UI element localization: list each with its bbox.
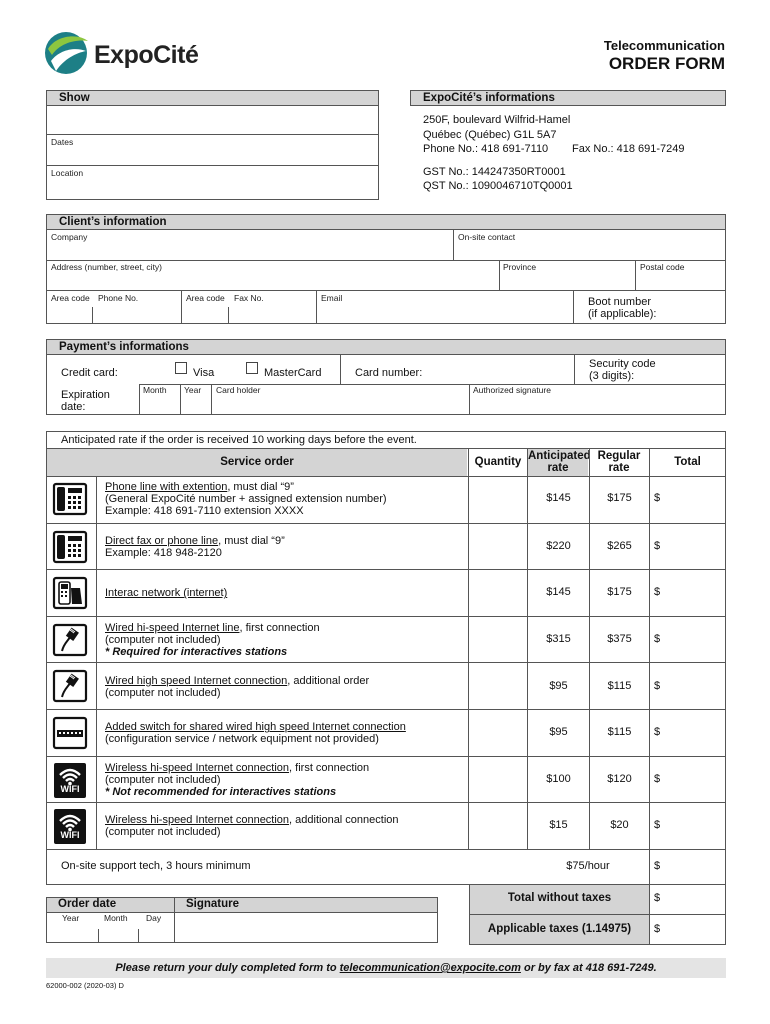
service-row bbox=[46, 709, 726, 756]
expocite-info-header: ExpoCité’s informations bbox=[410, 90, 726, 106]
area-code-label-fax: Area code bbox=[186, 293, 225, 303]
row-total[interactable]: $ bbox=[654, 539, 661, 552]
regular-rate: $375 bbox=[607, 633, 632, 646]
qst-number: QST No.: 1090046710TQ0001 bbox=[423, 180, 573, 192]
return-suffix: or by fax at 418 691-7249. bbox=[520, 962, 657, 974]
service-detail: (computer not included) bbox=[105, 634, 221, 647]
service-link[interactable]: Wireless hi-speed Internet connection bbox=[105, 814, 290, 827]
logo-mark-icon bbox=[42, 29, 92, 77]
anticipated-rate: $145 bbox=[546, 586, 571, 599]
service-description bbox=[105, 535, 285, 559]
service-title bbox=[105, 481, 387, 493]
security-code-label-1: Security code bbox=[589, 358, 656, 370]
service-link[interactable]: Interac network (internet) bbox=[105, 587, 228, 600]
expiration-label-1: Expiration bbox=[61, 389, 110, 401]
service-description bbox=[105, 622, 320, 658]
service-example: Example: 418 691-7110 extension XXXX bbox=[105, 505, 304, 518]
fax-label: Fax No. bbox=[234, 293, 264, 303]
service-description bbox=[105, 721, 406, 745]
card-holder-label: Card holder bbox=[216, 385, 261, 395]
row-total[interactable]: $ bbox=[654, 819, 661, 832]
card-number-label: Card number: bbox=[355, 367, 423, 379]
email-label: Email bbox=[321, 293, 343, 303]
payment-terminal-icon bbox=[50, 574, 90, 612]
service-title bbox=[105, 762, 369, 774]
order-month-label: Month bbox=[104, 913, 128, 923]
address-line2: Québec (Québec) G1L 5A7 bbox=[423, 129, 557, 141]
anticipated-rate: $220 bbox=[546, 539, 571, 552]
address-line1: 250F, boulevard Wilfrid-Hamel bbox=[423, 114, 571, 126]
province-label: Province bbox=[503, 262, 537, 272]
order-date-header: Order date bbox=[58, 898, 117, 910]
service-row bbox=[46, 569, 726, 616]
anticipated-header-2: rate bbox=[547, 462, 569, 474]
taxes-label: Applicable taxes (1.14975) bbox=[487, 923, 632, 935]
ethernet-cable-icon bbox=[50, 621, 90, 659]
mastercard-checkbox[interactable] bbox=[246, 362, 258, 374]
service-description bbox=[105, 675, 369, 699]
regular-rate: $20 bbox=[610, 819, 629, 832]
service-detail: (General ExpoCité number + assigned extension number) bbox=[105, 493, 387, 506]
show-section-header: Show bbox=[46, 90, 379, 106]
service-row bbox=[46, 662, 726, 709]
postal-code-label: Postal code bbox=[640, 262, 685, 272]
ethernet-cable-icon bbox=[50, 667, 90, 705]
expiration-month-label: Month bbox=[143, 385, 167, 395]
payment-info-header: Payment’s informations bbox=[46, 339, 726, 355]
quantity-header: Quantity bbox=[474, 456, 522, 468]
service-title-rest: , must dial “9” bbox=[218, 534, 285, 547]
service-detail: (computer not included) bbox=[105, 773, 221, 786]
anticipated-rate: $95 bbox=[549, 726, 568, 739]
service-title bbox=[105, 814, 399, 826]
quantity-cell[interactable] bbox=[469, 476, 527, 523]
address-label: Address (number, street, city) bbox=[51, 262, 163, 272]
taxes-value[interactable]: $ bbox=[654, 923, 661, 935]
service-detail: Example: 418 948-2120 bbox=[105, 546, 222, 559]
signature-header: Signature bbox=[186, 898, 240, 910]
service-title-rest: , first connection bbox=[239, 622, 320, 635]
service-link[interactable]: Added switch for shared wired high speed Internet connection bbox=[105, 721, 406, 734]
security-code-label-2: (3 digits): bbox=[589, 370, 635, 382]
service-row bbox=[46, 523, 726, 570]
phone-label: Phone No. bbox=[98, 293, 139, 303]
regular-rate: $115 bbox=[607, 679, 632, 692]
service-detail: (configuration service / network equipment not provided) bbox=[105, 733, 379, 746]
regular-rate: $115 bbox=[607, 726, 632, 739]
quantity-cell[interactable] bbox=[469, 757, 527, 804]
service-detail: (computer not included) bbox=[105, 826, 221, 839]
brand-name: ExpoCité bbox=[94, 41, 199, 69]
service-title bbox=[105, 622, 320, 634]
expiration-year-label: Year bbox=[184, 385, 202, 395]
regular-header-2: rate bbox=[608, 462, 630, 474]
client-info-header: Client’s information bbox=[46, 214, 726, 230]
anticipated-rate-note: Anticipated rate if the order is received 10 working days before the event. bbox=[61, 434, 417, 446]
telephone-icon bbox=[50, 480, 90, 518]
row-total[interactable]: $ bbox=[654, 633, 661, 646]
service-row bbox=[46, 802, 726, 849]
service-row bbox=[46, 616, 726, 663]
wifi-icon bbox=[50, 761, 90, 799]
authorized-signature-label: Authorized signature bbox=[473, 385, 551, 395]
onsite-tech-label: On-site support tech, 3 hours minimum bbox=[61, 860, 251, 872]
quantity-cell[interactable] bbox=[469, 663, 527, 710]
credit-card-label: Credit card: bbox=[61, 367, 118, 379]
service-link[interactable]: Direct fax or phone line bbox=[105, 534, 219, 547]
service-order-header: Service order bbox=[220, 456, 294, 468]
department-label: Telecommunication bbox=[603, 38, 725, 53]
expiration-label-2: date: bbox=[61, 401, 86, 413]
service-detail: (computer not included) bbox=[105, 686, 221, 699]
visa-label: Visa bbox=[193, 367, 215, 379]
service-note: * Required for interactives stations bbox=[105, 646, 288, 659]
return-email-link[interactable]: telecommunication@expocite.com bbox=[339, 962, 521, 974]
wifi-badge: WIFI bbox=[60, 783, 80, 794]
form-code: 62000-002 (2020-03) D bbox=[46, 981, 124, 990]
quantity-cell[interactable] bbox=[469, 524, 527, 571]
row-total[interactable]: $ bbox=[654, 679, 661, 692]
wifi-icon bbox=[50, 807, 90, 845]
service-description bbox=[105, 481, 387, 517]
service-link[interactable]: Phone line with extention bbox=[105, 481, 228, 494]
expocite-logo bbox=[42, 29, 222, 77]
row-total[interactable]: $ bbox=[654, 586, 661, 599]
service-title bbox=[105, 535, 285, 547]
return-instructions bbox=[46, 962, 726, 974]
row-total[interactable]: $ bbox=[654, 726, 661, 739]
service-description bbox=[105, 587, 227, 599]
anticipated-rate: $95 bbox=[549, 679, 568, 692]
booth-label-1: Boot number bbox=[588, 296, 651, 308]
fax-number: Fax No.: 418 691-7249 bbox=[572, 143, 685, 155]
gst-number: GST No.: 144247350RT0001 bbox=[423, 166, 566, 178]
service-link[interactable]: Wireless hi-speed Internet connection bbox=[105, 761, 290, 774]
service-row bbox=[46, 476, 726, 523]
order-year-label: Year bbox=[62, 913, 80, 923]
quantity-cell[interactable] bbox=[469, 803, 527, 850]
service-title bbox=[105, 587, 227, 599]
service-link[interactable]: Wired hi-speed Internet line bbox=[105, 622, 240, 635]
anticipated-header-1: Anticipated bbox=[528, 450, 591, 462]
regular-header-1: Regular bbox=[597, 450, 641, 462]
service-title-rest: , additional order bbox=[287, 674, 370, 687]
dates-label: Dates bbox=[51, 137, 74, 147]
show-field-box[interactable] bbox=[46, 105, 379, 200]
regular-rate: $175 bbox=[607, 586, 632, 599]
regular-rate: $175 bbox=[607, 492, 632, 505]
form-title: ORDER FORM bbox=[608, 54, 725, 73]
total-without-taxes-label: Total without taxes bbox=[507, 892, 612, 904]
quantity-cell[interactable] bbox=[469, 710, 527, 757]
onsite-tech-rate: $75/hour bbox=[566, 860, 610, 872]
anticipated-rate: $100 bbox=[546, 772, 571, 785]
service-title bbox=[105, 721, 406, 733]
row-total[interactable]: $ bbox=[654, 772, 661, 785]
total-header: Total bbox=[674, 456, 701, 468]
service-description bbox=[105, 762, 369, 798]
visa-checkbox[interactable] bbox=[175, 362, 187, 374]
order-day-label: Day bbox=[146, 913, 162, 923]
area-code-label-phone: Area code bbox=[51, 293, 90, 303]
row-total[interactable]: $ bbox=[654, 492, 661, 505]
service-title bbox=[105, 675, 369, 687]
service-title-rest: , must dial “9” bbox=[227, 481, 294, 494]
phone-number: Phone No.: 418 691-7110 bbox=[423, 143, 549, 155]
return-prefix: Please return your duly completed form to bbox=[115, 962, 340, 974]
service-row bbox=[46, 756, 726, 803]
anticipated-rate: $145 bbox=[546, 492, 571, 505]
booth-label-2: (if applicable): bbox=[588, 308, 657, 320]
onsite-tech-total[interactable]: $ bbox=[654, 860, 661, 872]
regular-rate: $120 bbox=[607, 772, 632, 785]
location-label: Location bbox=[51, 168, 84, 178]
mastercard-label: MasterCard bbox=[264, 367, 322, 379]
service-link[interactable]: Wired high speed Internet connection bbox=[105, 674, 288, 687]
anticipated-rate: $15 bbox=[549, 819, 568, 832]
service-title-rest: , first connection bbox=[289, 761, 370, 774]
anticipated-rate: $315 bbox=[546, 633, 571, 646]
quantity-cell[interactable] bbox=[469, 617, 527, 664]
network-switch-icon bbox=[50, 714, 90, 752]
service-description bbox=[105, 814, 399, 838]
wifi-badge: WIFI bbox=[60, 830, 80, 841]
quantity-cell[interactable] bbox=[469, 570, 527, 617]
service-title-rest: , additional connection bbox=[289, 814, 399, 827]
total-without-taxes-value[interactable]: $ bbox=[654, 892, 661, 904]
onsite-contact-label: On-site contact bbox=[458, 232, 516, 242]
regular-rate: $265 bbox=[607, 539, 632, 552]
service-note: * Not recommended for interactives stations bbox=[105, 785, 337, 798]
fax-phone-icon bbox=[50, 528, 90, 566]
company-label: Company bbox=[51, 232, 88, 242]
